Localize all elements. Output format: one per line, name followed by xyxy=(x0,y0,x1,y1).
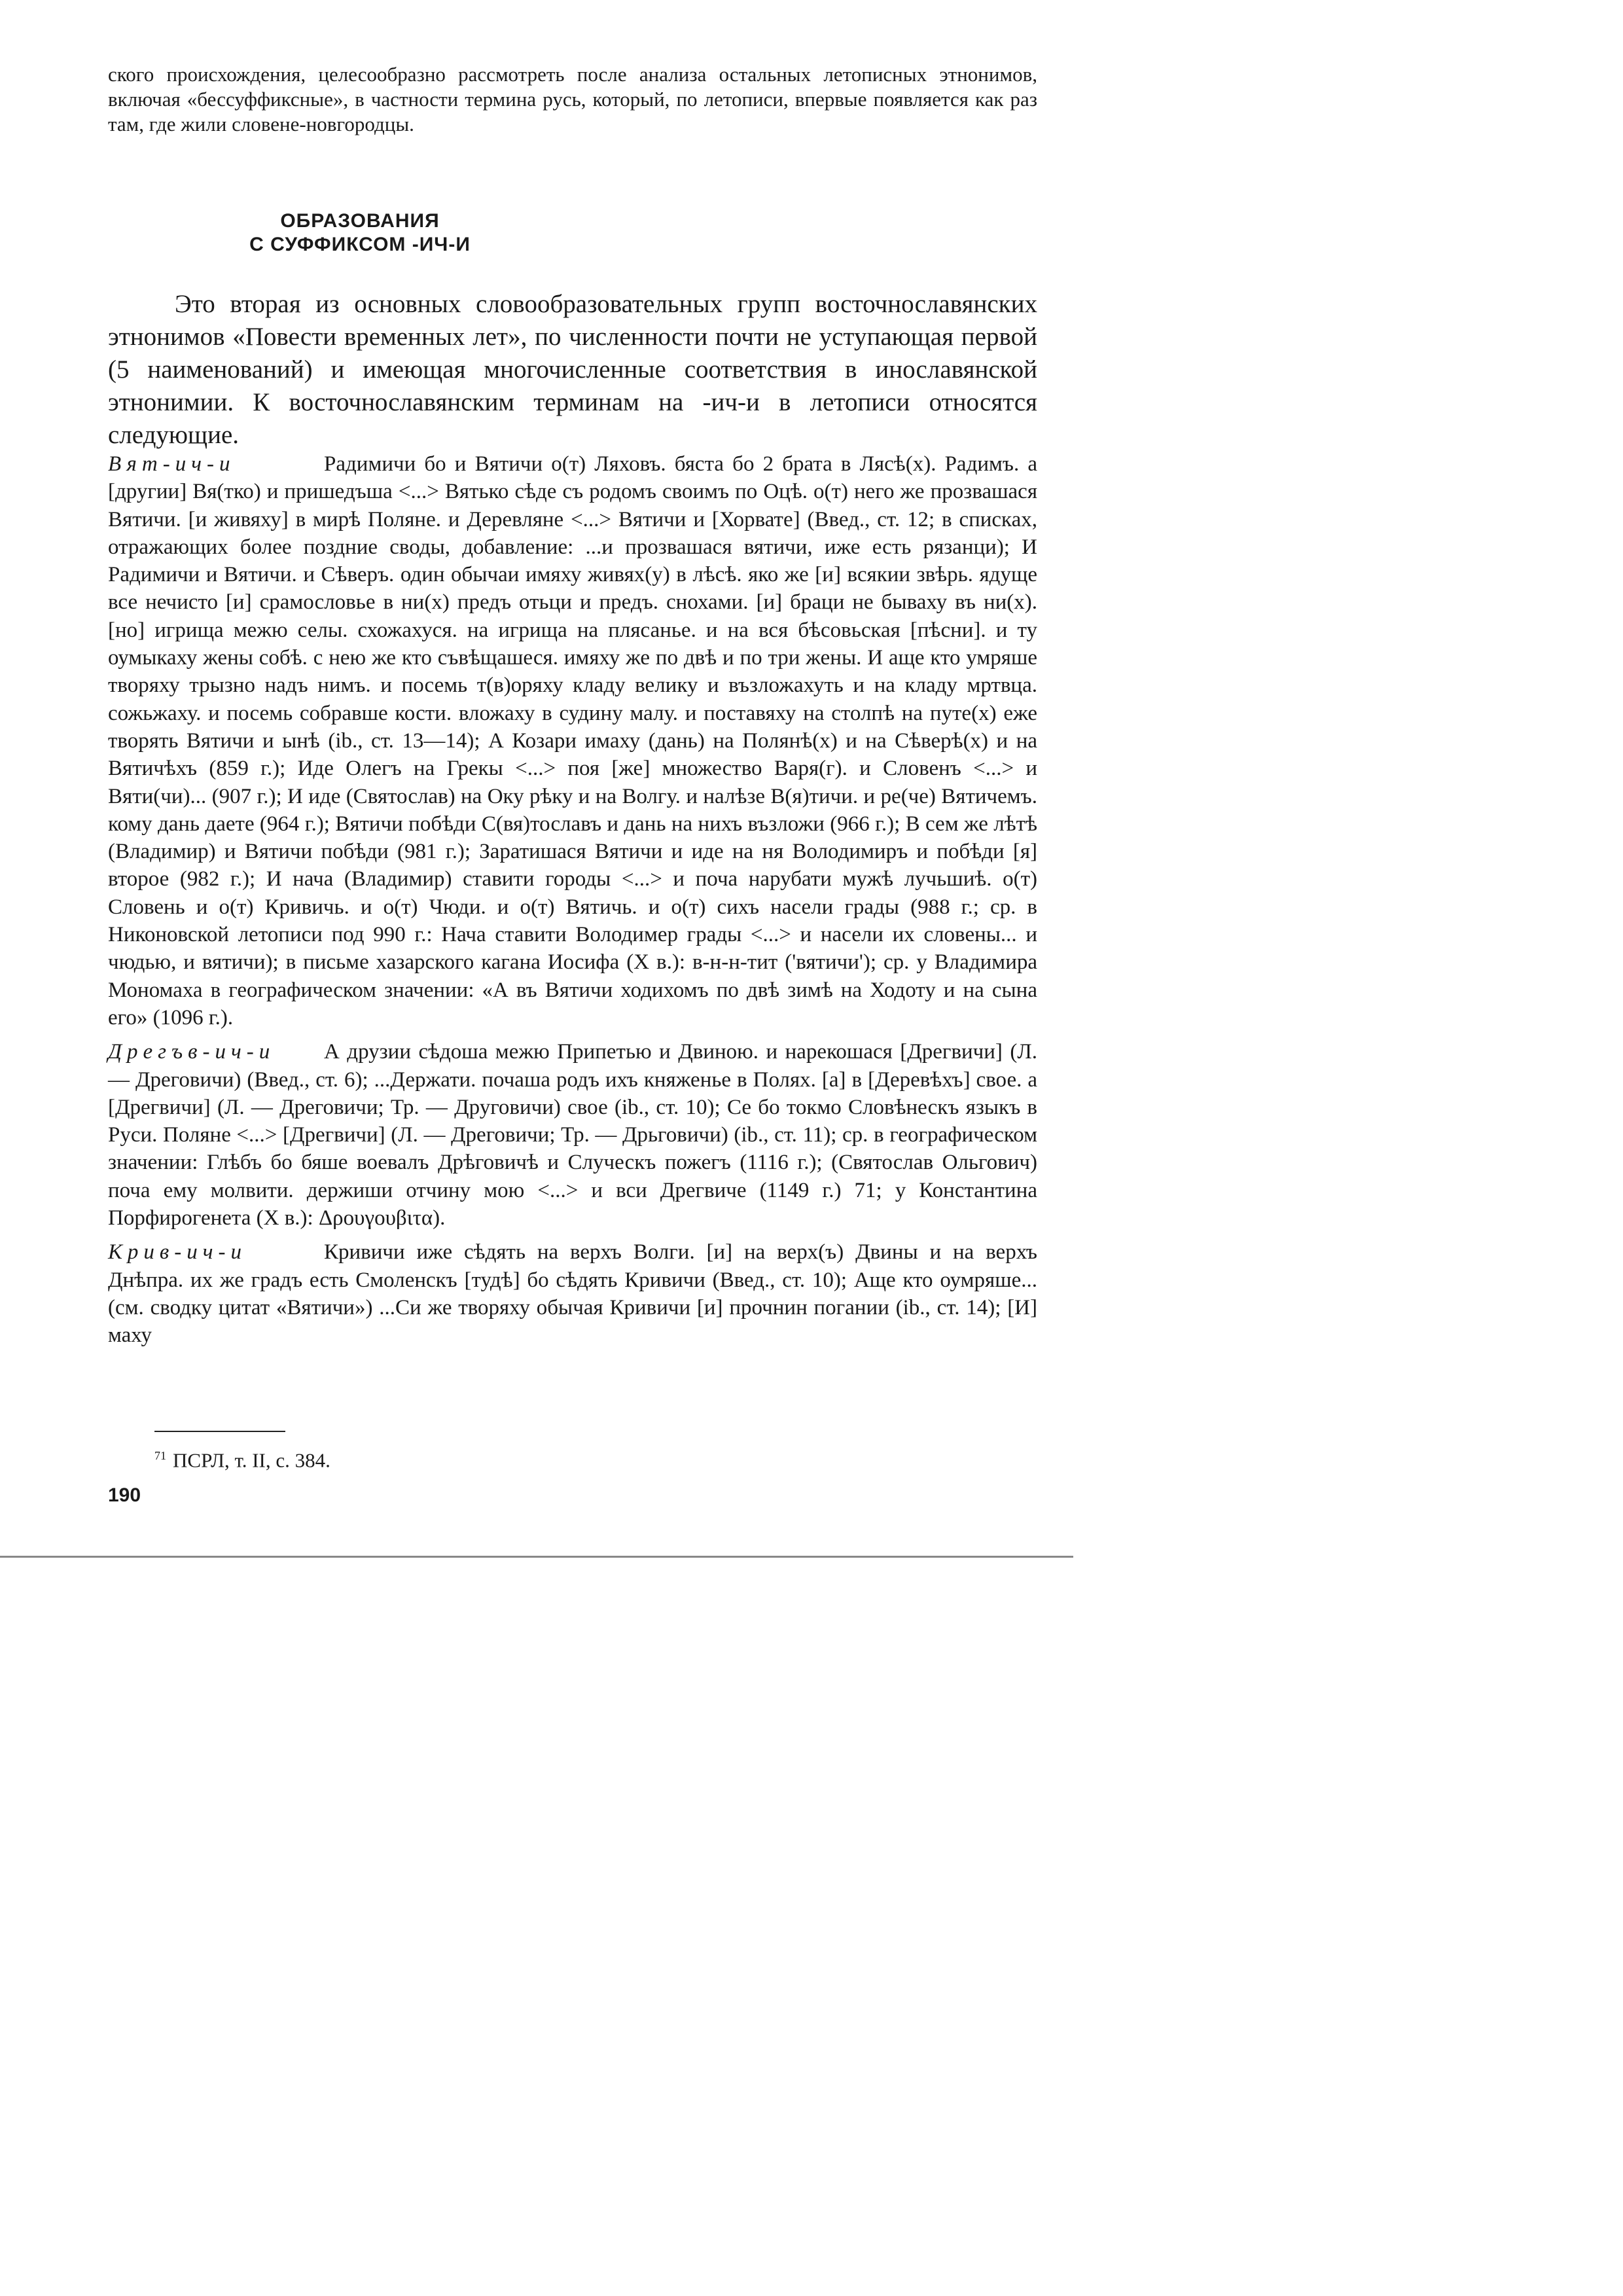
entry-dregovichi xyxy=(108,1038,1037,1232)
page-number: 190 xyxy=(108,1484,141,1506)
entry-krivichi xyxy=(108,1238,1037,1349)
entry-text: Радимичи бо и Вятичи о(т) Ляховъ. бяста бо 2 брата в Лясѣ(х). Радимъ. а [другии] Вя(тко) и пришедъша <...> Вятько сѣде съ родомъ своимъ по Оцѣ. о(т) него же прозвашася Вятичи. [и живяху] в мирѣ Поляне. и Деревляне <...> Вятичи и [Хорвате] (Введ., ст. 12; в списках, отражающих более поздние своды, добавление: ...и прозвашася вятичи, иже есть рязанци); И Радимичи и Вятичи. и Сѣверъ. один обычаи имяху живях(у) в лѣсѣ. яко же [и] всякии звѣрь. ядуще все нечисто [и] срамословье в ни(х) предъ отьци и предъ. снохами. [и] браци не бываху въ ни(х). [но] игрища межю селы. схожахуся. на игрища на плясанье. и на вся бѣсовьская [пѣсни]. и ту оумыкаху жены собѣ. с нею же кто съвѣщашеся. имяху же по двѣ и по три жены. И аще кто умряше творяху трызно надъ нимъ. и посемь т(в)оряху кладу велику и възложахуть и на кладу мртвца. сожьжаху. и посемь собравше кости. вложаху в судину малу. и поставяху на столпѣ на путе(х) еже творять Вятичи и ынѣ (ib., ст. 13—14); А Козари имаху (дань) на Полянѣ(х) и на Сѣверѣ(х) и на Вятичѣхъ (859 г.); Иде Олегъ на Грекы <...> поя [же] множество Варя(г). и Словенъ <...> и Вяти(чи)... (907 г.); И иде (Святослав) на Оку рѣку и на Волгу. и налѣзе В(я)тичи. и ре(че) Вятичемъ. кому дань даете (964 г.); Вятичи побѣди С(вя)тославъ и дань на нихъ възложи (966 г.); В сем же лѣтѣ (Владимир) и Вятичи побѣди (981 г.); Заратишася Вятичи и иде на ня Володимиръ и побѣди [я] второе (982 г.); И нача (Владимир) ставити городы <...> и поча нарубати мужѣ лучьшиѣ. о(т) Словень и о(т) Кривичь. и о(т) Чюди. и о(т) Вятичь. и о(т) сихъ насели грады (988 г.; ср. в Никоновской летописи под 990 г.: Нача ставити Володимер грады <...> и насели их словены... и чюдью, и вятичи); в письме хазарского кагана Иосифа (X в.): в-н-н-тит ('вятичи'); ср. у Владимира Мономаха в географическом значении: «А въ Вятичи ходихомъ по двѣ зимѣ на Ходоту и на сына его» (1096 г.). xyxy=(108,452,1037,1030)
entry-text: А друзии сѣдоша межю Припетью и Двиною. и нарекошася [Дрегвичи] (Л. — Дреговичи) (Введ., ст. 6); ...Держати. почаша родъ ихъ княженье в Полях. [а] в [Деревѣхъ] свое. а [Дрегвичи] (Л. — Дреговичи; Тр. — Друговичи) свое (ib., ст. 10); Се бо токмо Словѣнескъ языкъ в Руси. Поляне <...> [Дрегвичи] (Л. — Дреговичи; Тр. — Дрьговичи) (ib., ст. 11); ср. в географическом значении: Глѣбъ бо бяше воевалъ Дрѣговичѣ и Случескъ пожегъ (1116 г.); (Святослав Ольгович) поча ему молвити. держиши отчину мою <...> и вси Дрегвиче (1149 г.) 71; у Константина Порфирогенета (X в.): Δρουγουβιτα). xyxy=(108,1040,1037,1230)
footnote-rule xyxy=(154,1431,285,1432)
footnote-text: ПСРЛ, т. II, с. 384. xyxy=(173,1448,330,1472)
footnote-mark: 71 xyxy=(154,1449,166,1462)
intro-paragraph: ского происхождения, целесообразно рассмотреть после анализа остальных летописных этнонимов, включая «бессуффиксные», в частности термина русь, который, по летописи, впервые появляется как раз там, где жили словене-новгородцы. xyxy=(108,63,1037,135)
footnote xyxy=(154,1444,330,1472)
entry-head: Дрегъв-ич-и xyxy=(108,1040,276,1064)
lead-paragraph: Это вторая из основных словообразовательных групп восточнославянских этнонимов «Повести временных лет», по численности почти не уступающая первой (5 наименований) и имеющая многочисленные соответствия в инославянской этнонимии. К восточнославянским терминам на -ич-и в летописи относятся следующие. xyxy=(108,290,1037,449)
entry-text: Кривичи иже сѣдять на верхъ Волги. [и] на верх(ъ) Двины и на верхъ Днѣпра. их же градъ есть Смоленскъ [тудѣ] бо сѣдять Кривичи (Введ., ст. 10); Аще кто оумряше... (см. сводку цитат «Вятичи») ...Си же творяху обычая Кривичи [и] прочнин погании (ib., ст. 14); [И] маху xyxy=(108,1240,1037,1348)
entry-vyatichi xyxy=(108,450,1037,1031)
section-heading-line-2: С СУФФИКСОМ -ИЧ-И xyxy=(249,234,471,255)
page-bottom-divider xyxy=(0,1556,1073,1558)
entry-head: Вят-ич-и xyxy=(108,452,236,476)
entry-head: Крив-ич-и xyxy=(108,1240,247,1265)
entries-list xyxy=(108,450,1037,1356)
section-heading-line-1: ОБРАЗОВАНИЯ xyxy=(280,210,440,232)
section-heading xyxy=(0,209,720,257)
